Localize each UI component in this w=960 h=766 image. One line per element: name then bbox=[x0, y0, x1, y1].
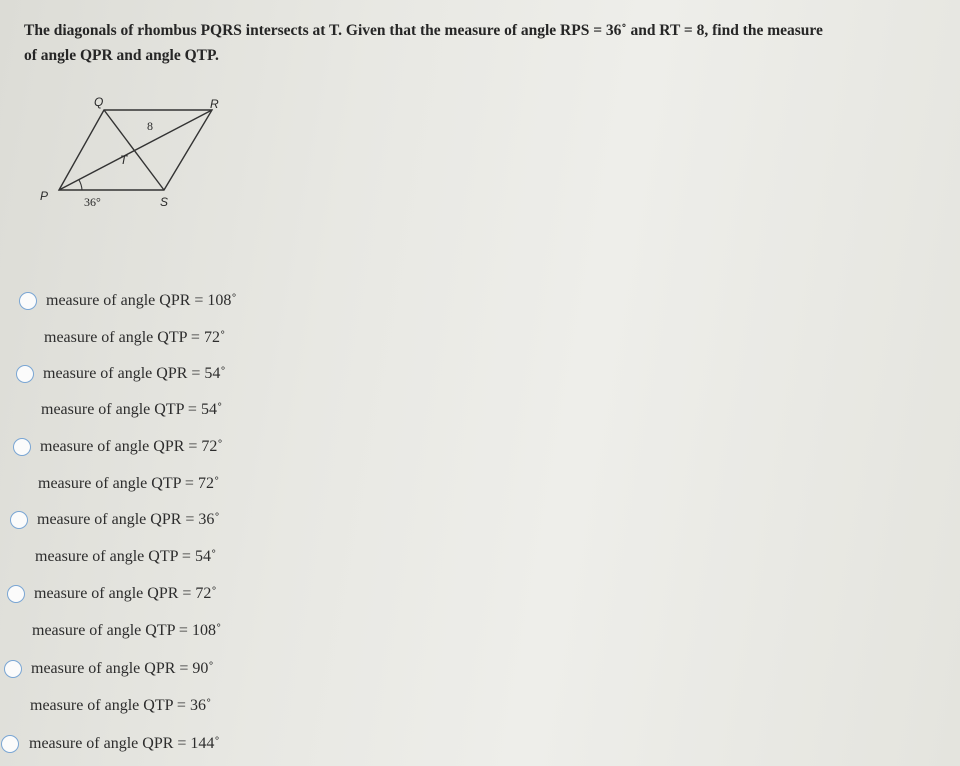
radio-button[interactable] bbox=[19, 292, 37, 310]
option-3-line-1: measure of angle QPR = 72˚ bbox=[40, 438, 223, 455]
option-5-line-1: measure of angle QPR = 72˚ bbox=[34, 585, 217, 602]
option-7-line-1: measure of angle QPR = 144˚ bbox=[29, 735, 220, 752]
option-2-line-1: measure of angle QPR = 54˚ bbox=[43, 365, 226, 382]
option-1-line-1: measure of angle QPR = 108˚ bbox=[46, 292, 237, 309]
question-line-2: of angle QPR and angle QTP. bbox=[24, 47, 219, 64]
angle-label-rps: 36° bbox=[84, 195, 101, 209]
radio-button[interactable] bbox=[13, 438, 31, 456]
question-line-1: The diagonals of rhombus PQRS intersects at T. Given that the measure of angle RPS = 36˚ and RT = 8, find the measure bbox=[24, 22, 823, 39]
radio-button[interactable] bbox=[16, 365, 34, 383]
option-6-line-2: measure of angle QTP = 36˚ bbox=[30, 697, 212, 714]
option-2-line-2: measure of angle QTP = 54˚ bbox=[41, 401, 223, 418]
radio-button[interactable] bbox=[4, 660, 22, 678]
option-6-line-1: measure of angle QPR = 90˚ bbox=[31, 660, 214, 677]
radio-button[interactable] bbox=[7, 585, 25, 603]
option-3-line-2: measure of angle QTP = 72˚ bbox=[38, 475, 220, 492]
point-label-t: T bbox=[120, 153, 128, 167]
vertex-label-p: P bbox=[40, 189, 49, 203]
option-4-line-1: measure of angle QPR = 36˚ bbox=[37, 511, 220, 528]
radio-button[interactable] bbox=[1, 735, 19, 753]
length-label-rt: 8 bbox=[147, 119, 153, 133]
option-5-line-2: measure of angle QTP = 108˚ bbox=[32, 622, 222, 639]
option-1-line-2: measure of angle QTP = 72˚ bbox=[44, 329, 226, 346]
option-4-line-2: measure of angle QTP = 54˚ bbox=[35, 548, 217, 565]
vertex-label-q: Q bbox=[94, 95, 104, 109]
vertex-label-s: S bbox=[160, 195, 169, 209]
radio-button[interactable] bbox=[10, 511, 28, 529]
vertex-label-r: R bbox=[210, 97, 219, 111]
